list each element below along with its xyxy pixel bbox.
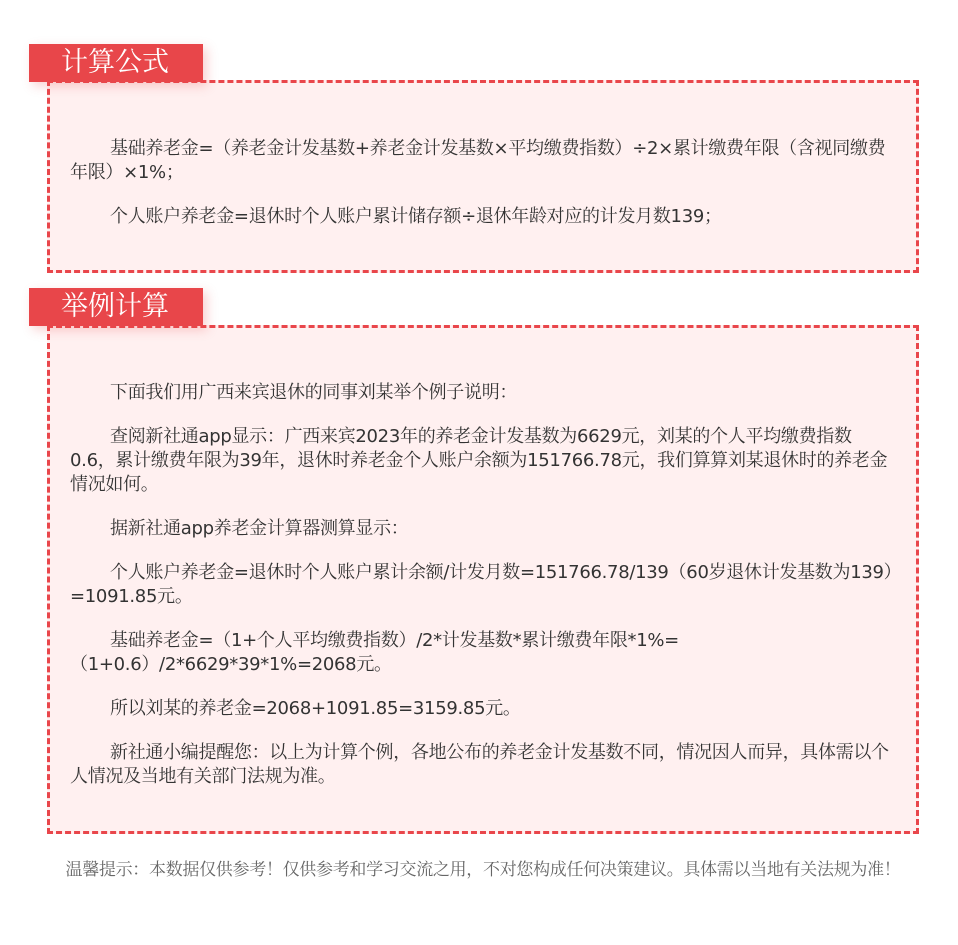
example-paragraph: 个人账户养老金=退休时个人账户累计余额/计发月数=151766.78/139（60岁退休计发基数为139）=1091.85元。 [70, 562, 893, 607]
example-box [47, 325, 919, 834]
formula-paragraph: 个人账户养老金=退休时个人账户累计储存额÷退休年龄对应的计发月数139； [110, 206, 722, 227]
example-paragraph: 基础养老金=（1+个人平均缴费指数）/2*计发基数*累计缴费年限*1%=（1+0.6）/2*6629*39*1%=2068元。 [70, 630, 679, 675]
formula-paragraph: 基础养老金=（养老金计发基数+养老金计发基数×平均缴费指数）÷2×累计缴费年限（含视同缴费年限）×1%； [70, 138, 886, 183]
example-paragraph: 下面我们用广西来宾退休的同事刘某举个例子说明： [110, 382, 518, 403]
example-paragraph: 新社通小编提醒您：以上为计算个例，各地公布的养老金计发基数不同，情况因人而异，具体需以个人情况及当地有关部门法规为准。 [70, 742, 889, 787]
example-paragraph: 所以刘某的养老金=2068+1091.85=3159.85元。 [110, 698, 521, 719]
formula-box [47, 80, 919, 273]
example-paragraph: 据新社通app养老金计算器测算显示： [110, 518, 409, 539]
disclaimer-footer: 温馨提示：本数据仅供参考！仅供参考和学习交流之用，不对您构成任何决策建议。具体需以当地有关法规为准！ [65, 860, 901, 880]
example-paragraph: 查阅新社通app显示：广西来宾2023年的养老金计发基数为6629元，刘某的个人平均缴费指数0.6，累计缴费年限为39年，退休时养老金个人账户余额为151766.78元，我们算算刘某退休时的养老金情况如何。 [70, 426, 888, 495]
section-title-example: 举例计算 [29, 288, 203, 326]
section-title-formula: 计算公式 [29, 44, 203, 82]
